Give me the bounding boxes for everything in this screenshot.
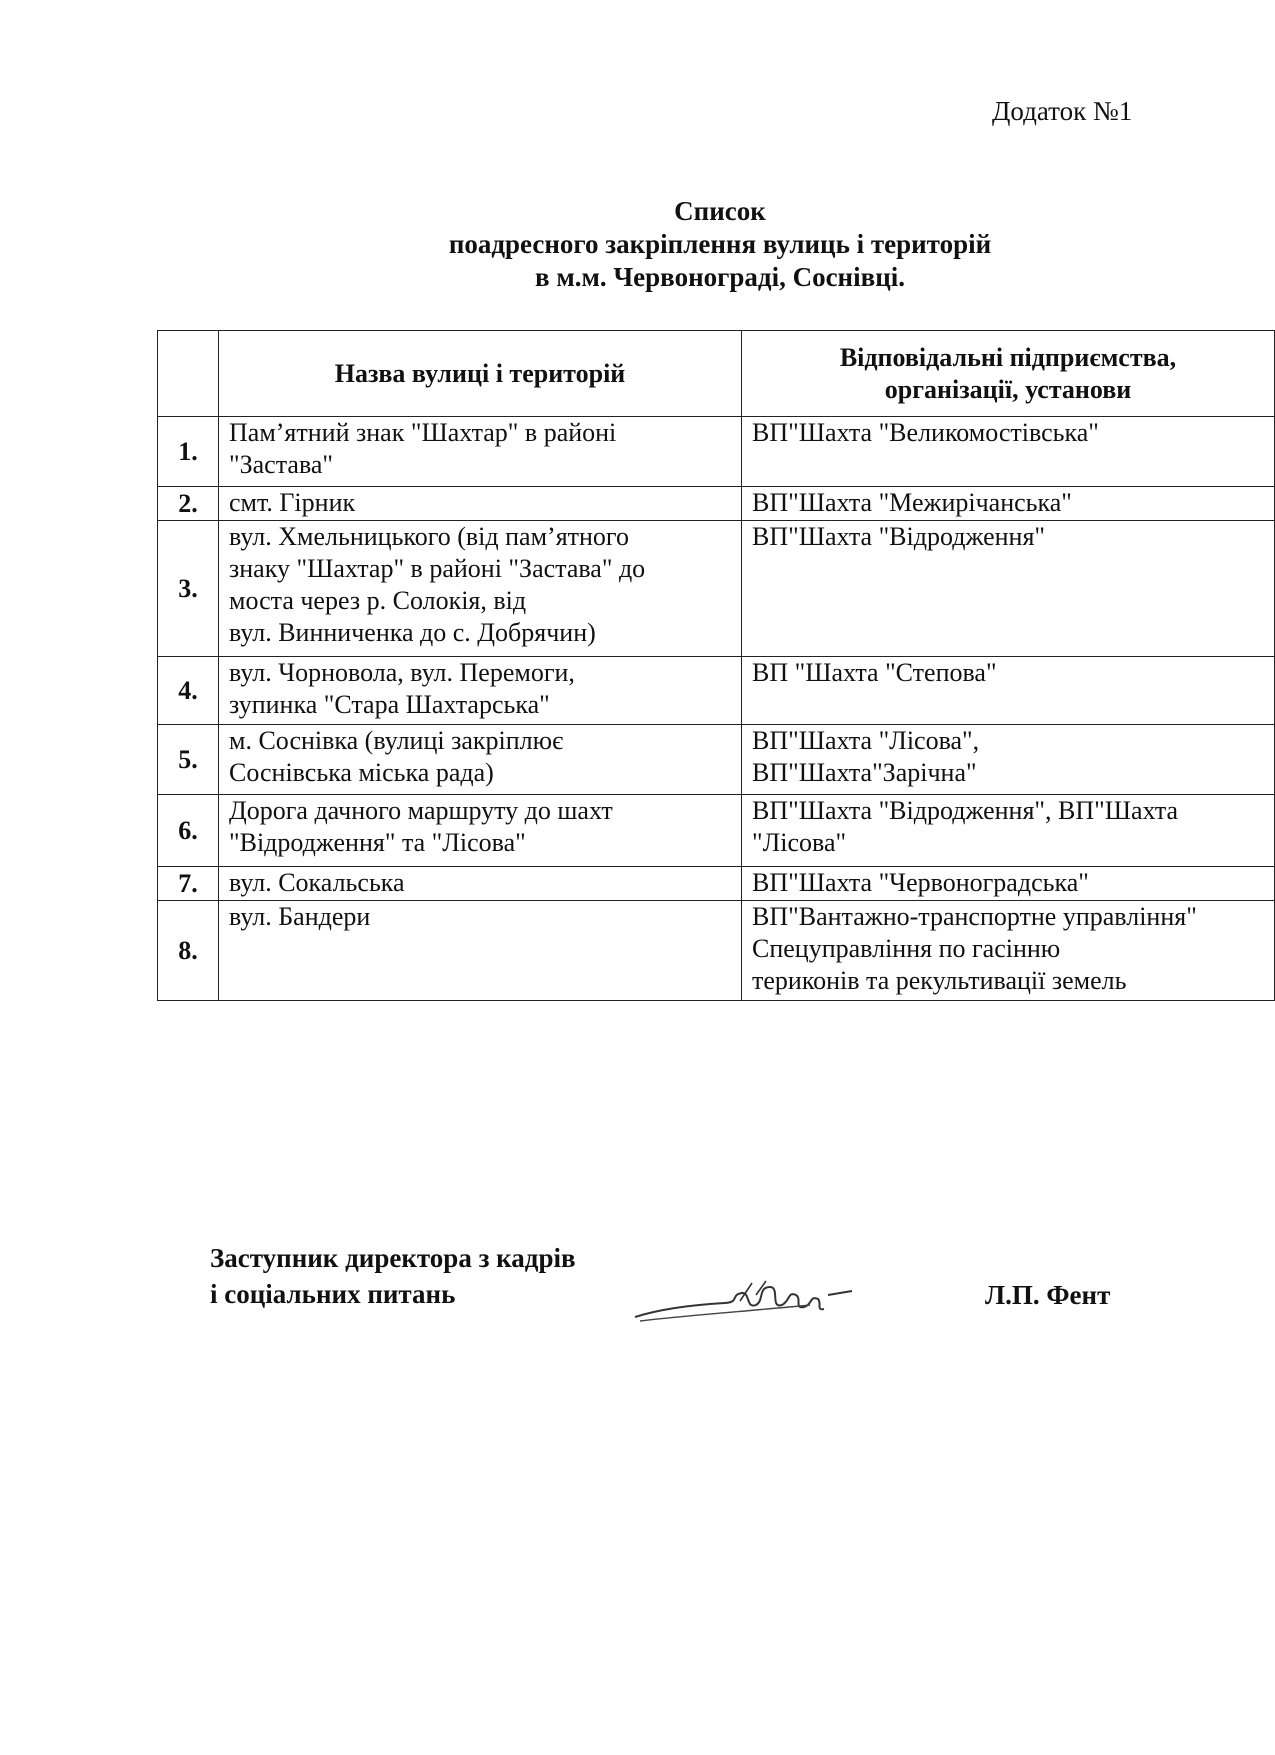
street-name-line: Соснівська міська рада) — [229, 758, 494, 787]
row-number: 7. — [158, 867, 219, 901]
row-number: 1. — [158, 417, 219, 487]
street-name-line: зупинка "Стара Шахтарська" — [229, 690, 550, 719]
responsible-line: ВП"Шахта "Відродження", ВП"Шахта — [752, 796, 1179, 825]
annex-number: Додаток №1 — [992, 96, 1133, 126]
street-name-cell — [219, 487, 742, 521]
title-line-3: в м.м. Червонограді, Соснівці. — [535, 262, 905, 292]
responsible-cell — [742, 901, 1275, 1001]
document-title — [0, 195, 1275, 294]
responsible-line: ВП"Шахта "Відродження" — [752, 522, 1046, 551]
table-row — [158, 795, 1275, 867]
responsible-line: "Лісова" — [752, 828, 847, 857]
street-name-cell — [219, 795, 742, 867]
street-name-cell — [219, 521, 742, 657]
signature-position — [210, 1240, 576, 1312]
street-name-cell — [219, 901, 742, 1001]
responsible-cell — [742, 417, 1275, 487]
signer-name: Л.П. Фент — [985, 1280, 1111, 1310]
responsible-line: ВП"Шахта "Червоноградська" — [752, 868, 1089, 897]
table-row — [158, 521, 1275, 657]
table-header-row — [158, 331, 1275, 417]
row-number: 4. — [158, 657, 219, 725]
street-name-line: "Відродження" та "Лісова" — [229, 828, 526, 857]
responsible-cell — [742, 867, 1275, 901]
table-row — [158, 657, 1275, 725]
street-name-line: вул. Сокальська — [229, 868, 405, 897]
street-name-line: вул. Винниченка до с. Добрячин) — [229, 618, 596, 647]
responsible-line: Спецуправління по гасінню — [752, 934, 1061, 963]
street-assignment-table — [157, 330, 1275, 1001]
responsible-line: ВП "Шахта "Степова" — [752, 658, 997, 687]
table-row — [158, 487, 1275, 521]
street-name-cell — [219, 867, 742, 901]
responsible-cell — [742, 725, 1275, 795]
row-number: 3. — [158, 521, 219, 657]
street-name-line: моста через р. Солокія, від — [229, 586, 527, 615]
table-row — [158, 725, 1275, 795]
row-number: 8. — [158, 901, 219, 1001]
street-name-line: смт. Гірник — [229, 488, 356, 517]
street-name-line: вул. Чорновола, вул. Перемоги, — [229, 658, 575, 687]
row-number: 6. — [158, 795, 219, 867]
responsible-column-header — [742, 331, 1275, 417]
street-name-cell — [219, 417, 742, 487]
responsible-line: териконів та рекультивації земель — [752, 966, 1127, 995]
responsible-header-line: Відповідальні підприємства, — [839, 342, 1177, 372]
street-name-line: знаку "Шахтар" в районі "Застава" до — [229, 554, 646, 583]
handwritten-signature — [630, 1265, 860, 1330]
responsible-line: ВП"Вантажно-транспортне управління" — [752, 902, 1197, 931]
position-line-2: і соціальних питань — [210, 1279, 456, 1309]
responsible-cell — [742, 795, 1275, 867]
title-line-2: поадресного закріплення вулиць і територій — [448, 229, 992, 259]
street-name-cell — [219, 657, 742, 725]
responsible-header-line: організації, установи — [884, 374, 1132, 404]
signature-scribble-icon — [630, 1265, 860, 1325]
row-number: 2. — [158, 487, 219, 521]
responsible-line: ВП"Шахта "Великомостівська" — [752, 418, 1099, 447]
responsible-line: ВП"Шахта "Лісова", — [752, 726, 980, 755]
street-name-line: Дорога дачного маршруту до шахт — [229, 796, 613, 825]
responsible-line: ВП"Шахта"Зарічна" — [752, 758, 977, 787]
street-column-header: Назва вулиці і територій — [219, 331, 742, 417]
table-body — [158, 417, 1275, 1001]
number-column-header — [158, 331, 219, 417]
street-name-cell — [219, 725, 742, 795]
street-name-line: Пам’ятний знак "Шахтар" в районі — [229, 418, 617, 447]
street-name-line: вул. Бандери — [229, 902, 371, 931]
table-row — [158, 417, 1275, 487]
table-row — [158, 867, 1275, 901]
table-row — [158, 901, 1275, 1001]
responsible-cell — [742, 521, 1275, 657]
title-line-1: Список — [674, 196, 766, 226]
responsible-cell — [742, 657, 1275, 725]
street-name-line: м. Соснівка (вулиці закріплює — [229, 726, 564, 755]
responsible-cell — [742, 487, 1275, 521]
responsible-line: ВП"Шахта "Межирічанська" — [752, 488, 1072, 517]
street-name-line: вул. Хмельницького (від пам’ятного — [229, 522, 629, 551]
street-name-line: "Застава" — [229, 450, 334, 479]
position-line-1: Заступник директора з кадрів — [210, 1243, 576, 1273]
row-number: 5. — [158, 725, 219, 795]
